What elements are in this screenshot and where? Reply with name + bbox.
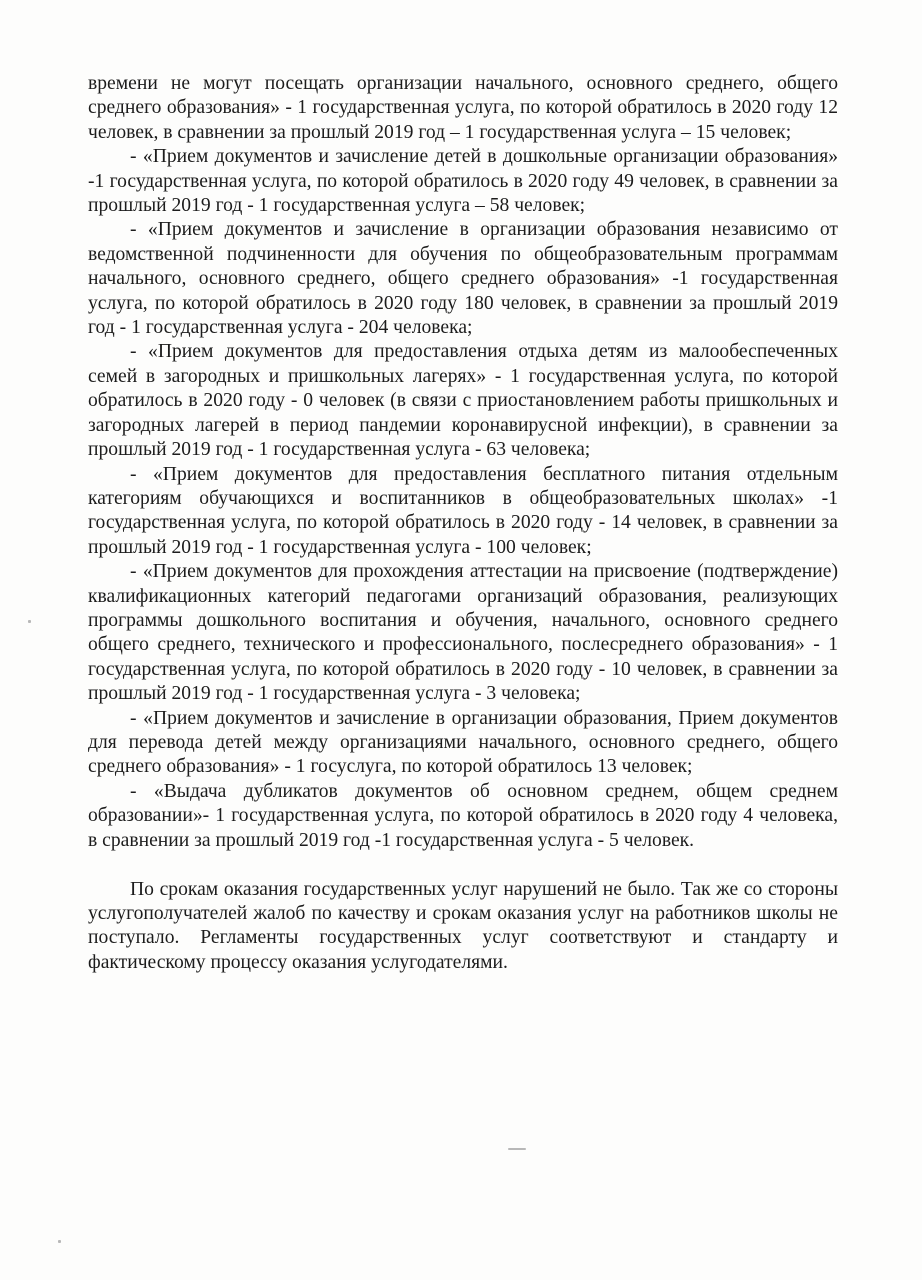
scan-artifact	[508, 1148, 526, 1150]
scan-artifact	[58, 1240, 61, 1243]
service-item-preschool-enrollment: - «Прием документов и зачисление детей в дошкольные организации образования» -1 государственная услуга, по которой обратилось в 2020 году 49 человек, в сравнении за прошлый 2019 год - 1 государственная услуга – 58 человек;	[88, 146, 838, 217]
service-item-duplicate-documents: - «Выдача дубликатов документов об основном среднем, общем среднем образовании»- 1 государственная услуга, по которой обратилось в 2020 году 4 человека, в сравнении за прошлый 2019 год -1 государственная услуга - 5 человек.	[88, 780, 838, 851]
service-item-school-enrollment: - «Прием документов и зачисление в организации образования независимо от ведомственной подчиненности для обучения по общеобразовательным программам начального, основного среднего, общего среднего образования» -1 государственная услуга, по которой обратилось в 2020 году 180 человек, в сравнении за прошлый 2019 год - 1 государственная услуга - 204 человека;	[88, 219, 838, 339]
paragraph-continuation: времени не могут посещать организации начального, основного среднего, общего среднего образования» - 1 государственная услуга, по которой обратилось в 2020 году 12 человек, в сравнении за прошлый 2019 год – 1 государственная услуга – 15 человек;	[88, 73, 838, 143]
closing-paragraph: По срокам оказания государственных услуг нарушений не было. Так же со стороны услугополучателей жалоб по качеству и срокам оказания услуг на работников школы не поступало. Регламенты государственных услуг соответствуют и стандарту и фактическому процессу оказания услугодателями.	[88, 878, 838, 973]
document-body	[88, 72, 838, 975]
service-item-teacher-attestation: - «Прием документов для прохождения аттестации на присвоение (подтверждение) квалификационных категорий педагогами организаций образования, реализующих программы дошкольного воспитания и обучения, начального, основного среднего общего среднего, технического и профессионального, послесреднего образования» - 1 государственная услуга, по которой обратилось в 2020 году - 10 человек, в сравнении за прошлый 2019 год - 1 государственная услуга - 3 человека;	[88, 561, 838, 705]
service-item-free-meals: - «Прием документов для предоставления бесплатного питания отдельным категориям обучающихся и воспитанников в общеобразовательных школах» -1 государственная услуга, по которой обратилось в 2020 году - 14 человек, в сравнении за прошлый 2019 год - 1 государственная услуга - 100 человек;	[88, 463, 838, 558]
scan-artifact	[28, 620, 31, 623]
service-item-transfer-enrollment: - «Прием документов и зачисление в организации образования, Прием документов для перевода детей между организациями начального, основного среднего, общего среднего образования» - 1 госуслуга, по которой обратилось 13 человек;	[88, 707, 838, 778]
service-item-camp-rest: - «Прием документов для предоставления отдыха детям из малообеспеченных семей в загородных и пришкольных лагерях» - 1 государственная услуга, по которой обратилось в 2020 году - 0 человек (в связи с приостановлением работы пришкольных и загородных лагерей в период пандемии коронавирусной инфекции), в сравнении за прошлый 2019 год - 1 государственная услуга - 63 человека;	[88, 341, 838, 461]
